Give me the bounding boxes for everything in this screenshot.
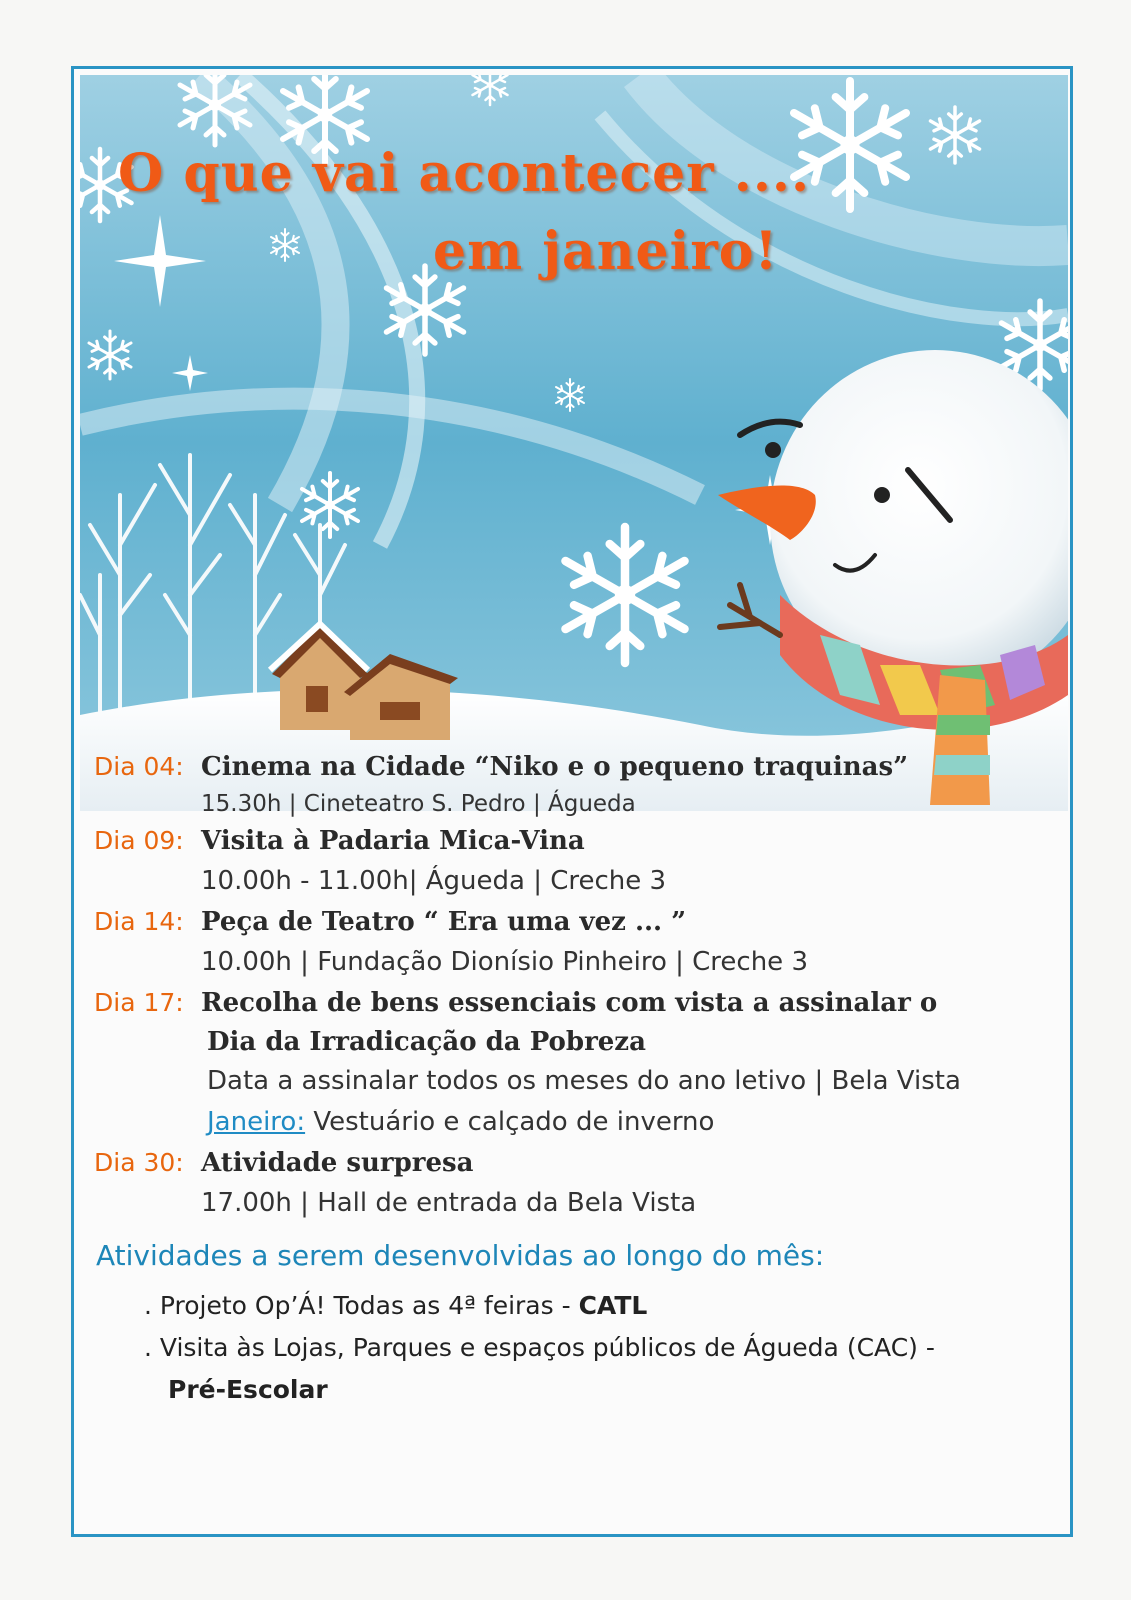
month-detail: Vestuário e calçado de inverno [313, 1107, 715, 1137]
event-detail: Data a assinalar todos os meses do ano letivo | Bela Vista [207, 1066, 961, 1096]
list-item [144, 1327, 935, 1369]
event-detail: 15.30h | Cineteatro S. Pedro | Águeda [201, 791, 636, 817]
activity-text: . Projeto Op’Á! Todas as 4ª feiras - [144, 1291, 579, 1320]
poster-frame [71, 66, 1073, 1537]
event-title-continuation: Dia da Irradicação da Pobreza [207, 1027, 646, 1057]
title-line-1: O que vai acontecer .... [118, 143, 811, 204]
event-item [94, 1143, 1054, 1224]
month-link[interactable]: Janeiro: [207, 1107, 306, 1137]
event-day: Dia 30: [94, 1148, 184, 1177]
activity-text: . Visita às Lojas, Parques e espaços públicos de Águeda (CAC) - [144, 1333, 935, 1362]
title-line-2: em janeiro! [433, 221, 779, 282]
event-detail: 10.00h | Fundação Dionísio Pinheiro | Creche 3 [201, 947, 808, 977]
event-title: Cinema na Cidade “Niko e o pequeno traquinas” [201, 752, 909, 782]
event-day: Dia 04: [94, 752, 184, 781]
event-title: Visita à Padaria Mica-Vina [201, 826, 585, 856]
winter-illustration [80, 75, 1068, 811]
list-item [144, 1285, 935, 1327]
event-detail: 17.00h | Hall de entrada da Bela Vista [201, 1188, 697, 1218]
event-month-note [207, 1102, 1054, 1143]
monthly-activities-list [144, 1285, 935, 1411]
activity-group: CATL [578, 1291, 648, 1320]
event-title: Recolha de bens essenciais com vista a assinalar o [201, 988, 938, 1018]
event-day: Dia 14: [94, 907, 184, 936]
event-title: Peça de Teatro “ Era uma vez ... ” [201, 907, 687, 937]
event-day: Dia 17: [94, 988, 184, 1017]
event-item [94, 747, 1054, 821]
activity-group: Pré-Escolar [168, 1375, 328, 1404]
event-title: Atividade surpresa [201, 1148, 474, 1178]
event-item [94, 902, 1054, 983]
event-item [94, 821, 1054, 902]
event-day: Dia 09: [94, 826, 184, 855]
event-item [94, 983, 1054, 1143]
list-item-continuation [144, 1369, 935, 1411]
monthly-activities-heading: Atividades a serem desenvolvidas ao longo do mês: [96, 1239, 825, 1272]
events-list [94, 747, 1054, 1224]
event-detail: 10.00h - 11.00h| Águeda | Creche 3 [201, 866, 667, 896]
